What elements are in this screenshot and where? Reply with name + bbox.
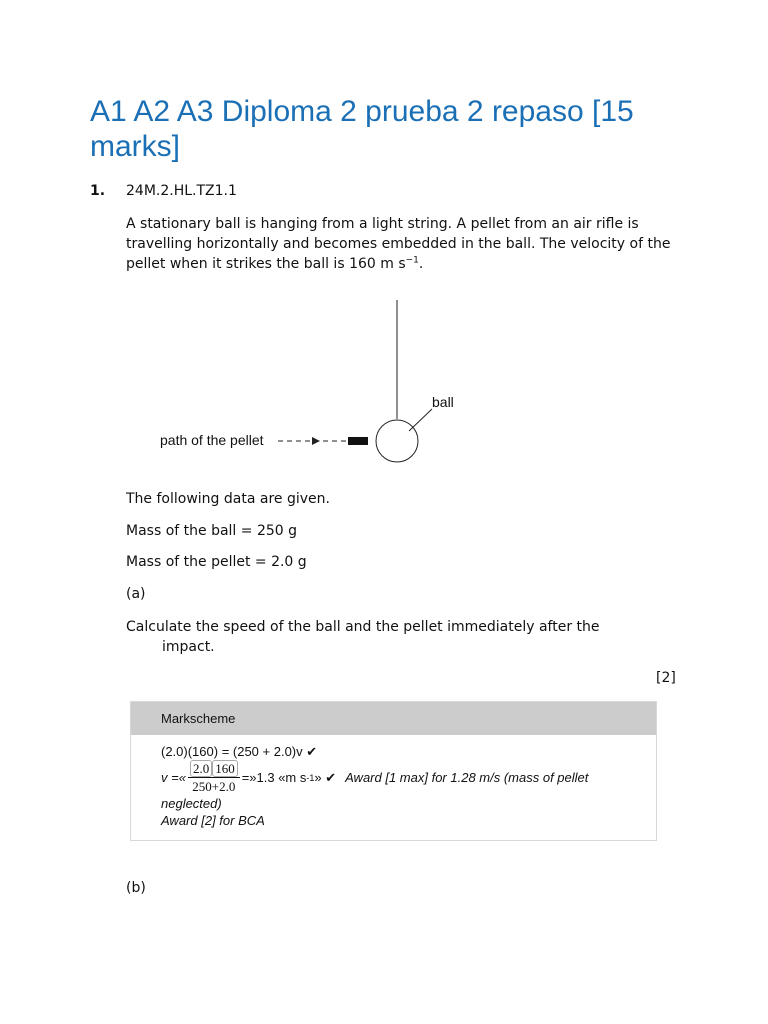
ms-result-end: » ✔ — [314, 770, 337, 785]
markscheme-box — [130, 701, 657, 841]
ms-num-b: 160 — [212, 760, 238, 777]
part-a-line2: impact. — [162, 639, 215, 655]
ms-award2: Award [2] for BCA — [161, 813, 265, 828]
path-label: path of the pellet — [160, 432, 264, 448]
mass-pellet: Mass of the pellet = 2.0 g — [126, 554, 307, 570]
part-b-label: (b) — [126, 880, 146, 896]
question-stem — [126, 214, 671, 274]
ms-result: =»1.3 «m s — [241, 770, 307, 785]
page-title: A1 A2 A3 Diploma 2 prueba 2 repaso [15 marks] — [90, 95, 634, 163]
stem-unit-exponent: −1 — [405, 255, 419, 266]
part-a-marks: [2] — [656, 670, 676, 686]
markscheme-body — [131, 735, 656, 829]
ms-line1: (2.0)(160) = (250 + 2.0)v ✔ — [161, 744, 318, 759]
ms-num-a: 2.0 — [190, 760, 212, 777]
pellet-rect — [348, 437, 368, 445]
ms-fraction-numerator — [188, 760, 240, 778]
ball-label: ball — [432, 394, 454, 410]
question-number: 1. — [90, 183, 106, 199]
ms-fraction — [188, 760, 240, 795]
ball-label-leader — [409, 409, 432, 431]
ms-equation: v =« $\frac{2.0 160}{250+2.0}$ =»1.3 «m s -1 » ✔ Award [1 max] for 1.28 m/s (mass of pellet — [161, 761, 589, 794]
data-intro: The following data are given. — [126, 491, 330, 507]
pellet-path-arrow — [312, 437, 320, 445]
ms-award1: Award [1 max] for 1.28 m/s (mass of pellet — [345, 770, 589, 785]
ball-circle — [376, 420, 418, 462]
part-a-text — [126, 617, 656, 657]
question-code: 24M.2.HL.TZ1.1 — [126, 183, 237, 199]
ms-award1-cont: neglected) — [161, 796, 222, 811]
markscheme-header: Markscheme — [131, 702, 656, 735]
part-a-line1: Calculate the speed of the ball and the pellet immediately after the — [126, 619, 600, 635]
ms-v-prefix: v =« — [161, 770, 186, 785]
stem-text: A stationary ball is hanging from a light string. A pellet from an air rifle is travelling horizontally and becomes embedded in the ball. The velocity of the pellet when it strikes the ball is 160 m s — [126, 216, 671, 272]
mass-ball: Mass of the ball = 250 g — [126, 523, 298, 539]
pendulum-figure — [145, 295, 475, 475]
part-a-label: (a) — [126, 586, 146, 602]
stem-end: . — [418, 256, 424, 272]
ms-fraction-denominator: 250+2.0 — [192, 779, 236, 794]
